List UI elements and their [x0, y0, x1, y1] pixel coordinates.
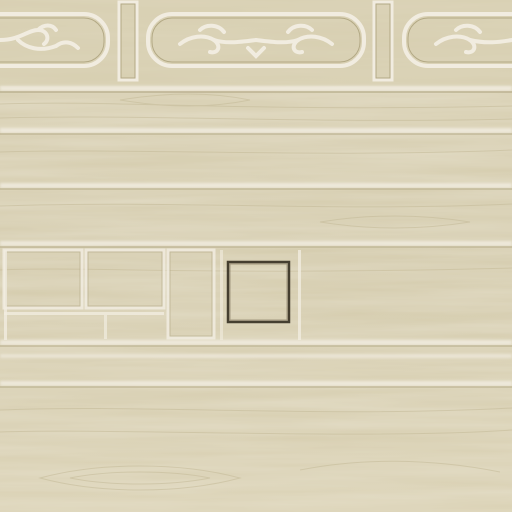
top-molding-band [0, 0, 512, 86]
